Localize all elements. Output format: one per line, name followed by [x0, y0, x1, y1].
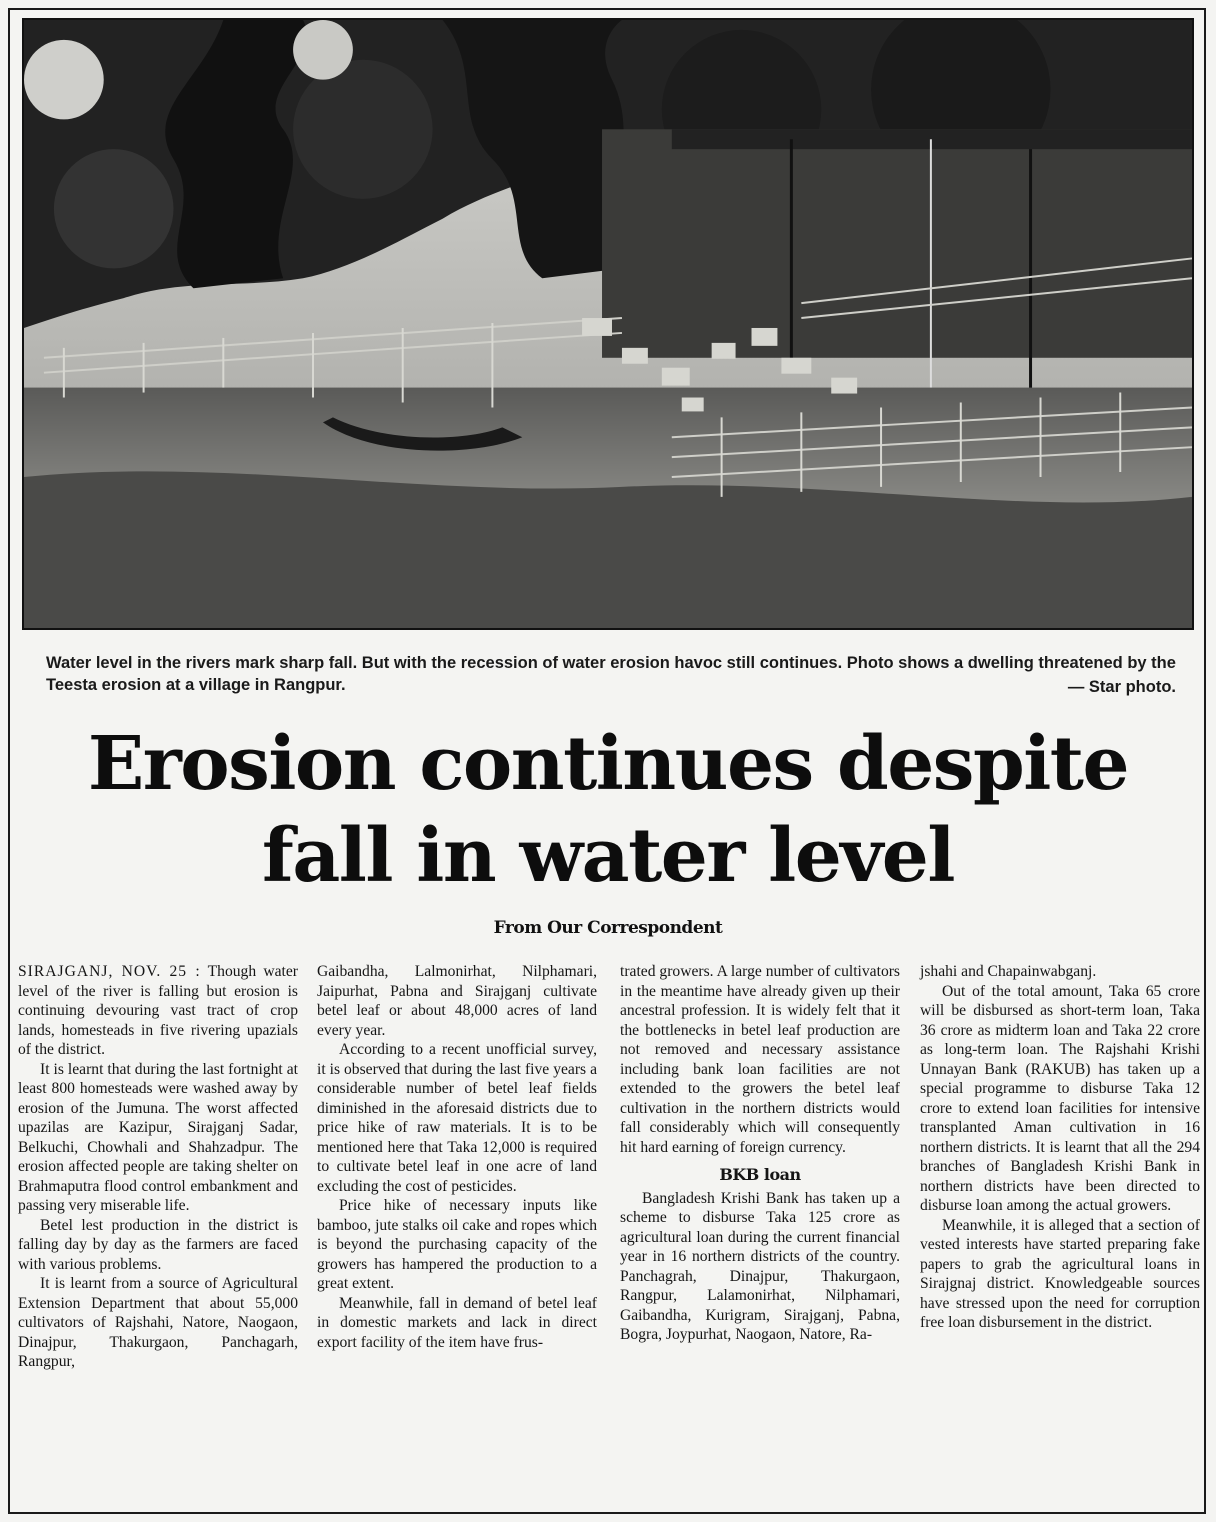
photo-credit: — Star photo.: [1067, 678, 1176, 696]
article-paragraph: Out of the total amount, Taka 65 crore will be disbursed as short-term loan, Taka 36 crore as midterm loan and Taka 22 crore as long-term loan. The Rajshahi Krishi Unnayan Bank (RAKUB) has taken up a special programme to disburse Taka 12 crore to extend loan facilities for intensive transplanted Aman cultivation in 16 northern districts. It is learnt that all the 294 branches of Bangladesh Krishi Bank in northern districts have been directed to disburse loan among the actual growers.: [920, 982, 1200, 1214]
article-paragraph: [18, 962, 298, 1060]
article-paragraph: According to a recent unofficial survey, it is observed that during the last five years a considerable number of betel leaf fields diminished in the aforesaid districts due to price hike of raw materials. It is to be mentioned here that Taka 12,000 is required to cultivate betel leaf in one acre of land excluding the cost of pesticides.: [317, 1041, 597, 1195]
article-paragraph: Meanwhile, fall in demand of betel leaf in domestic markets and lack in direct export facility of the item have frus-: [317, 1294, 597, 1351]
subheading: BKB loan: [719, 1165, 801, 1184]
article-paragraph: jshahi and Chapainwabganj.: [920, 963, 1097, 980]
article-paragraph: Betel lest production in the district is falling day by day as the farmers are faced with various problems.: [18, 1216, 298, 1273]
dateline: SIRAJGANJ, NOV. 25 :: [18, 963, 201, 980]
headline: [20, 718, 1196, 902]
article-column-1: [18, 962, 298, 1372]
photo-caption: Water level in the rivers mark sharp fall. But with the recession of water erosion havoc still continues. Photo shows a dwelling threatened by the Teesta erosion at a village in Rangpur.: [46, 654, 1176, 694]
article-column-2: [317, 962, 597, 1352]
article-paragraph: Gaibandha, Lalmonirhat, Nilphamari, Jaipurhat, Pabna and Sirajganj cultivate betel leaf or about 48,000 acres of land every year.: [317, 963, 597, 1039]
byline: From Our Correspondent: [493, 918, 723, 938]
article-paragraph: It is learnt from a source of Agricultural Extension Department that about 55,000 cultivators of Rajshahi, Natore, Naogaon, Dinajpur, Thakurgaon, Panchagarh, Rangpur,: [18, 1275, 298, 1370]
article-paragraph: Meanwhile, it is alleged that a section of vested interests have started preparing fake papers to grab the agricultural loans in Sirajgnaj district. Knowledgeable sources have stressed upon the need for corruption free loan disbursement in the district.: [920, 1216, 1200, 1331]
news-photo: [22, 18, 1194, 630]
article-paragraph: It is learnt that during the last fortnight at least 800 homesteads were washed away by erosion of the Jumuna. The worst affected upazilas are Kazipur, Sirajganj Sadar, Belkuchi, Chowhali and Shahzadpur. The erosion affected people are taking shelter on Brahmaputra flood control embankment and passing very miserable life.: [18, 1060, 298, 1214]
article-paragraph: Bangladesh Krishi Bank has taken up a scheme to disburse Taka 125 crore as agricultural loan during the current financial year in 16 northern districts of the country. Panchagrah, Dinajpur, Thakurgaon, Rangpur, Lalamonirhat, Nilphamari, Gaibandha, Kurigram, Sirajganj, Pabna, Bogra, Joypurhat, Naogaon, Natore, Ra-: [620, 1189, 900, 1343]
article-paragraph: Price hike of necessary inputs like bamboo, jute stalks oil cake and ropes which is beyond the purchasing capacity of the growers has hampered the production to a great extent.: [317, 1197, 597, 1292]
article-paragraph: trated growers. A large number of cultivators in the meantime have already given up their ancestral profession. It is widely felt that it the bottlenecks in betel leaf production are not removed and necessary assistance including bank loan facilities are not extended to the growers the betel leaf cultivation in the northern districts would fall considerably which will consequently hit hard earning of foreign currency.: [620, 963, 900, 1156]
article-column-3: [620, 962, 900, 1345]
headline-line-2: fall in water level: [262, 813, 954, 899]
paragraph-text: Though water level of the river is falling but erosion is continuing devouring vast tract of crop lands, homesteads in five rivering upazials of the district.: [18, 963, 298, 1058]
headline-line-1: Erosion continues despite: [87, 721, 1129, 807]
riverbank-photo-icon: [24, 20, 1192, 628]
article-column-4: [920, 962, 1200, 1333]
